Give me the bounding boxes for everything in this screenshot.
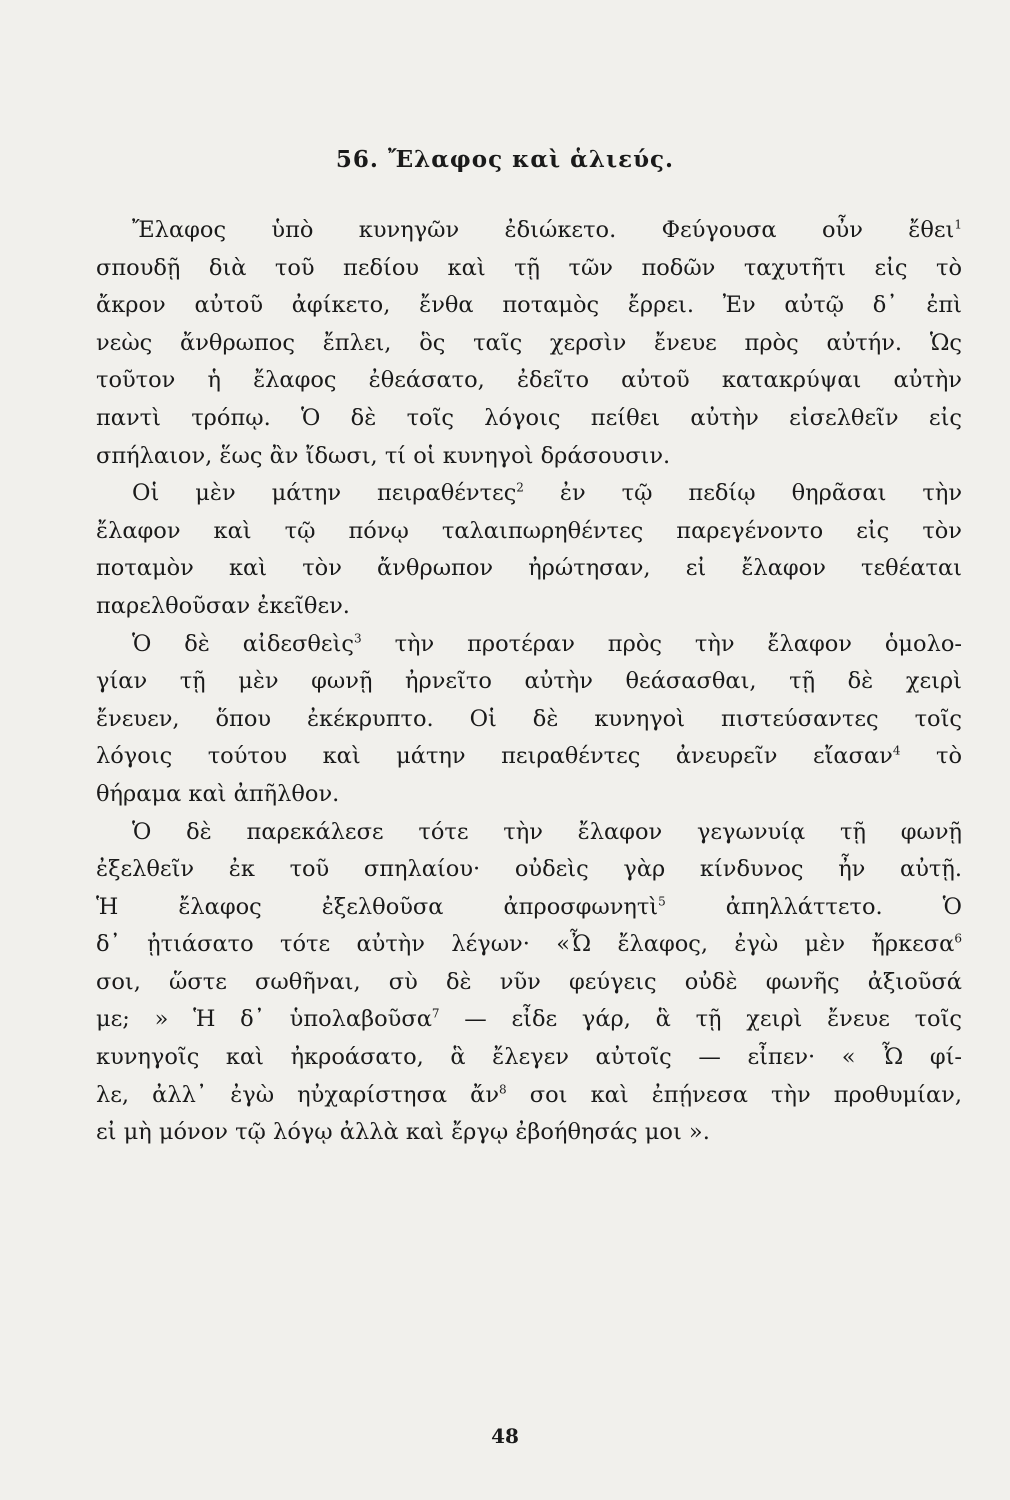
fable-title: 56. Ἔλαφος καὶ ἁλιεύς. (335, 146, 675, 173)
text-line: νεὼς ἄνθρωπος ἔπλει, ὃς ταῖς χερσὶν ἔνευε πρὸς αὐτήν. Ὡς (96, 329, 962, 356)
footnote-mark: 1 (954, 217, 962, 232)
text-line: θήραμα καὶ ἀπῆλθον. (96, 780, 340, 807)
text-line: δ᾽ ᾐτιάσατο τότε αὐτὴν λέγων· «Ὦ ἔλαφος, ἐγὼ μὲν ἤρκεσα$^6$ (96, 931, 962, 958)
text-line: με; » Ἡ δ᾽ ὑπολαβοῦσα$^7$ — εἶδε γάρ, ἃ τῇ χειρὶ ἔνευε τοῖς (96, 1006, 962, 1033)
text-line: παντὶ τρόπῳ. Ὁ δὲ τοῖς λόγοις πείθει αὐτὴν εἰσελθεῖν εἰς (96, 404, 962, 431)
text-line: Ἔλαφος ὑπὸ κυνηγῶν ἐδιώκετο. Φεύγουσα οὖν ἔθει$^1$ (132, 217, 962, 243)
footnote-mark: 6 (954, 931, 962, 946)
text-line: ἔνευεν, ὅπου ἐκέκρυπτο. Οἱ δὲ κυνηγοὶ πιστεύσαντες τοῖς (96, 705, 962, 732)
text-line: σπήλαιον, ἕως ἂν ἴδωσι, τί οἱ κυνηγοὶ δράσουσιν. (96, 442, 671, 469)
fable-text (96, 212, 962, 1152)
footnote-mark: 4 (892, 743, 901, 758)
footnote-mark: 8 (499, 1082, 507, 1097)
text-line: εἰ μὴ μόνον τῷ λόγῳ ἀλλὰ καὶ ἔργῳ ἐβοήθησάς μοι ». (96, 1119, 710, 1146)
text-line: ποταμὸν καὶ τὸν ἄνθρωπον ἠρώτησαν, εἰ ἔλαφον τεθέαται (96, 555, 962, 582)
text-line: παρελθοῦσαν ἐκεῖθεν. (96, 592, 350, 619)
text-line: λόγοις τούτου καὶ μάτην πειραθέντες ἀνευρεῖν εἴασαν$^4$ τὸ (96, 743, 962, 770)
text-line: Ἡ ἔλαφος ἐξελθοῦσα ἀπροσφωνητὶ$^5$ ἀπηλλάττετο. Ὁ (96, 893, 963, 920)
text-line: γίαν τῇ μὲν φωνῇ ἠρνεῖτο αὐτὴν θεάσασθαι, τῇ δὲ χειρὶ (96, 668, 962, 695)
footnote-mark: 5 (658, 894, 666, 909)
text-line: λε, ἀλλ᾽ ἐγὼ ηὐχαρίστησα ἄν$^8$ σοι καὶ ἐπῄνεσα τὴν προθυμίαν, (96, 1081, 962, 1108)
text-line: Ὁ δὲ παρεκάλεσε τότε τὴν ἔλαφον γεγωνυίᾳ τῇ φωνῇ (132, 818, 962, 845)
page-number: 48 (491, 1424, 519, 1448)
text-line: ἔλαφον καὶ τῷ πόνῳ ταλαιπωρηθέντες παρεγένοντο εἰς τὸν (96, 517, 962, 544)
text-line: ἐξελθεῖν ἐκ τοῦ σπηλαίου· οὐδεὶς γὰρ κίνδυνος ἦν αὐτῇ. (96, 856, 962, 883)
text-line: σοι, ὥστε σωθῆναι, σὺ δὲ νῦν φεύγεις οὐδὲ φωνῆς ἀξιοῦσά (96, 968, 962, 995)
text-line: Οἱ μὲν μάτην πειραθέντες$^2$ ἐν τῷ πεδίῳ θηρᾶσαι τὴν (132, 480, 962, 507)
footnote-mark: 7 (431, 1006, 440, 1021)
text-line: κυνηγοῖς καὶ ἠκροάσατο, ἃ ἔλεγεν αὐτοῖς — εἶπεν· « Ὦ φί- (96, 1044, 962, 1071)
text-line: τοῦτον ἡ ἔλαφος ἐθεάσατο, ἐδεῖτο αὐτοῦ κατακρύψαι αὐτὴν (96, 367, 962, 394)
text-line: ἄκρον αὐτοῦ ἀφίκετο, ἔνθα ποταμὸς ἔρρει. Ἐν αὐτῷ δ᾽ ἐπὶ (96, 292, 962, 319)
footnote-mark: 3 (354, 631, 362, 646)
footnote-mark: 2 (516, 480, 524, 495)
text-line: σπουδῇ διὰ τοῦ πεδίου καὶ τῇ τῶν ποδῶν ταχυτῆτι εἰς τὸ (96, 254, 962, 281)
text-line: Ὁ δὲ αἰδεσθεὶς$^3$ τὴν προτέραν πρὸς τὴν ἔλαφον ὁμολο- (132, 630, 962, 657)
